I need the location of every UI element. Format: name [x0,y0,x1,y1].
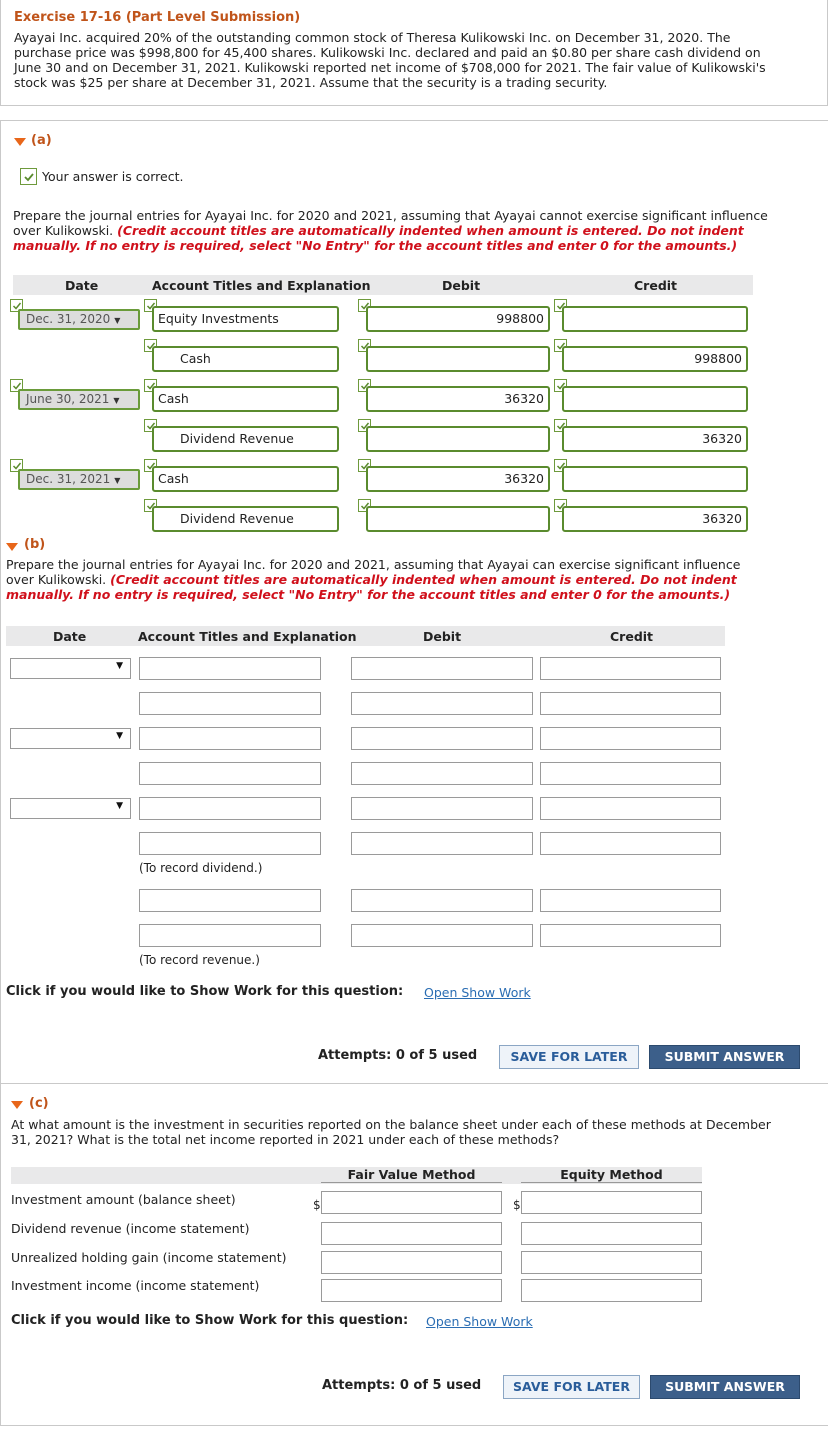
credit-input-b8[interactable] [540,924,721,947]
account-input-b4[interactable] [139,762,321,785]
open-show-work-link[interactable]: Open Show Work [424,985,531,1000]
collapse-triangle-icon[interactable] [6,543,18,551]
account-input-b8[interactable] [139,924,321,947]
exercise-box [0,0,828,106]
header-date: Date [65,278,99,293]
part-c-instructions [11,1117,826,1147]
instr-red: (Credit account titles are automatically indented when amount is entered. Do not indent [110,572,737,587]
exercise-line-2: purchase price was $998,800 for 45,400 shares. Kulikowski Inc. declared and paid an $0.80 per share cash dividend on [14,45,761,60]
debit-input-5[interactable]: 36320 [366,466,550,492]
account-input-b1[interactable] [139,657,321,680]
instr-line: Prepare the journal entries for Ayayai Inc. for 2020 and 2021, assuming that Ayayai cannot exercise significant influence [13,208,768,223]
instr-red: manually. If no entry is required, select "No Entry" for the account titles and enter 0 for the amounts.) [6,587,731,602]
header-account: Account Titles and Explanation [152,278,371,293]
exercise-line-4: stock was $25 per share at December 31, 2021. Assume that the security is a trading security. [14,75,608,90]
show-work-text: Click if you would like to Show Work for this question: [6,984,404,999]
date-select-1[interactable]: Dec. 31, 2020 ▼ [18,309,140,330]
header-date: Date [53,629,87,644]
credit-input-b3[interactable] [540,727,721,750]
credit-input-3[interactable] [562,386,748,412]
fair-unrealized-input[interactable] [321,1251,502,1274]
correct-check-icon [20,168,37,185]
date-select-b2[interactable]: ▼ [10,728,131,749]
instr-red: manually. If no entry is required, select "No Entry" for the account titles and enter 0 for the amounts.) [13,238,738,253]
credit-input-b2[interactable] [540,692,721,715]
save-for-later-button[interactable]: SAVE FOR LATER [503,1375,640,1399]
exercise-title: Exercise 17-16 (Part Level Submission) [14,10,301,25]
credit-input-b4[interactable] [540,762,721,785]
save-for-later-button[interactable]: SAVE FOR LATER [499,1045,639,1069]
credit-input-b5[interactable] [540,797,721,820]
debit-input-4[interactable] [366,426,550,452]
date-select-b1[interactable]: ▼ [10,658,131,679]
debit-input-2[interactable] [366,346,550,372]
debit-input-b4[interactable] [351,762,533,785]
date-select-3[interactable]: Dec. 31, 2021 ▼ [18,469,140,490]
account-input-b6[interactable] [139,832,321,855]
row-label-income: Investment income (income statement) [11,1278,260,1293]
credit-input-b6[interactable] [540,832,721,855]
row-label-investment: Investment amount (balance sheet) [11,1192,236,1207]
row-label-dividend: Dividend revenue (income statement) [11,1221,250,1236]
instr-line: over Kulikowski. [13,223,118,238]
debit-input-3[interactable]: 36320 [366,386,550,412]
debit-input-b6[interactable] [351,832,533,855]
part-a-instructions [13,208,828,253]
debit-input-b1[interactable] [351,657,533,680]
header-fair-value: Fair Value Method [321,1167,502,1183]
instr-line: over Kulikowski. [6,572,111,587]
credit-input-1[interactable] [562,306,748,332]
equity-income-input[interactable] [521,1279,702,1302]
show-work-text: Click if you would like to Show Work for this question: [11,1313,409,1328]
submit-answer-button[interactable]: SUBMIT ANSWER [650,1375,800,1399]
equity-unrealized-input[interactable] [521,1251,702,1274]
exercise-line-1: Ayayai Inc. acquired 20% of the outstanding common stock of Theresa Kulikowski Inc. on December 31, 2020. The [14,30,731,45]
dollar-sign: $ [313,1198,321,1212]
date-select-2[interactable]: June 30, 2021 ▼ [18,389,140,410]
debit-input-b5[interactable] [351,797,533,820]
collapse-triangle-icon[interactable] [11,1101,23,1109]
credit-input-2[interactable]: 998800 [562,346,748,372]
account-input-5[interactable]: Cash [152,466,339,492]
date-select-b3[interactable]: ▼ [10,798,131,819]
fair-income-input[interactable] [321,1279,502,1302]
account-input-4[interactable]: Dividend Revenue [152,426,339,452]
exercise-line-3: June 30 and on December 31, 2021. Kulikowski reported net income of $708,000 for 2021. The fair value of Kulikowski's [14,60,766,75]
debit-input-b3[interactable] [351,727,533,750]
account-input-6[interactable]: Dividend Revenue [152,506,339,532]
correct-text: Your answer is correct. [42,169,184,184]
part-c-label: (c) [29,1096,49,1111]
attempts-text: Attempts: 0 of 5 used [322,1378,482,1393]
open-show-work-link[interactable]: Open Show Work [426,1314,533,1329]
instr-line: 31, 2021? What is the total net income reported in 2021 under each of these methods? [11,1132,560,1147]
account-input-1[interactable]: Equity Investments [152,306,339,332]
debit-input-6[interactable] [366,506,550,532]
instr-line: At what amount is the investment in securities reported on the balance sheet under each of these methods at December [11,1117,771,1132]
equity-dividend-input[interactable] [521,1222,702,1245]
header-debit: Debit [442,278,481,293]
collapse-triangle-icon[interactable] [14,138,26,146]
debit-input-b7[interactable] [351,889,533,912]
equity-investment-input[interactable] [521,1191,702,1214]
debit-input-b2[interactable] [351,692,533,715]
credit-input-5[interactable] [562,466,748,492]
header-debit: Debit [423,629,462,644]
instr-red: (Credit account titles are automatically indented when amount is entered. Do not indent [117,223,744,238]
part-a-label: (a) [31,133,52,148]
submit-answer-button[interactable]: SUBMIT ANSWER [649,1045,800,1069]
account-input-b3[interactable] [139,727,321,750]
credit-input-b7[interactable] [540,889,721,912]
account-input-b5[interactable] [139,797,321,820]
part-b-label: (b) [24,537,46,552]
dollar-sign: $ [513,1198,521,1212]
header-credit: Credit [610,629,654,644]
header-account: Account Titles and Explanation [138,629,357,644]
credit-input-6[interactable]: 36320 [562,506,748,532]
header-equity: Equity Method [521,1167,702,1183]
attempts-text: Attempts: 0 of 5 used [318,1048,478,1063]
note-revenue: (To record revenue.) [139,953,260,967]
account-input-2[interactable]: Cash [152,346,339,372]
credit-input-4[interactable]: 36320 [562,426,748,452]
header-credit: Credit [634,278,678,293]
credit-input-b1[interactable] [540,657,721,680]
exercise-text [14,30,826,90]
debit-input-1[interactable]: 998800 [366,306,550,332]
note-dividend: (To record dividend.) [139,861,263,875]
part-b-table-header [6,626,725,646]
part-a-table-header [13,275,753,295]
fair-dividend-input[interactable] [321,1222,502,1245]
part-b-instructions [6,557,826,602]
account-input-b2[interactable] [139,692,321,715]
debit-input-b8[interactable] [351,924,533,947]
fair-investment-input[interactable] [321,1191,502,1214]
account-input-b7[interactable] [139,889,321,912]
row-label-unrealized: Unrealized holding gain (income statement) [11,1250,287,1265]
instr-line: Prepare the journal entries for Ayayai Inc. for 2020 and 2021, assuming that Ayayai can exercise significant influence [6,557,741,572]
account-input-3[interactable]: Cash [152,386,339,412]
